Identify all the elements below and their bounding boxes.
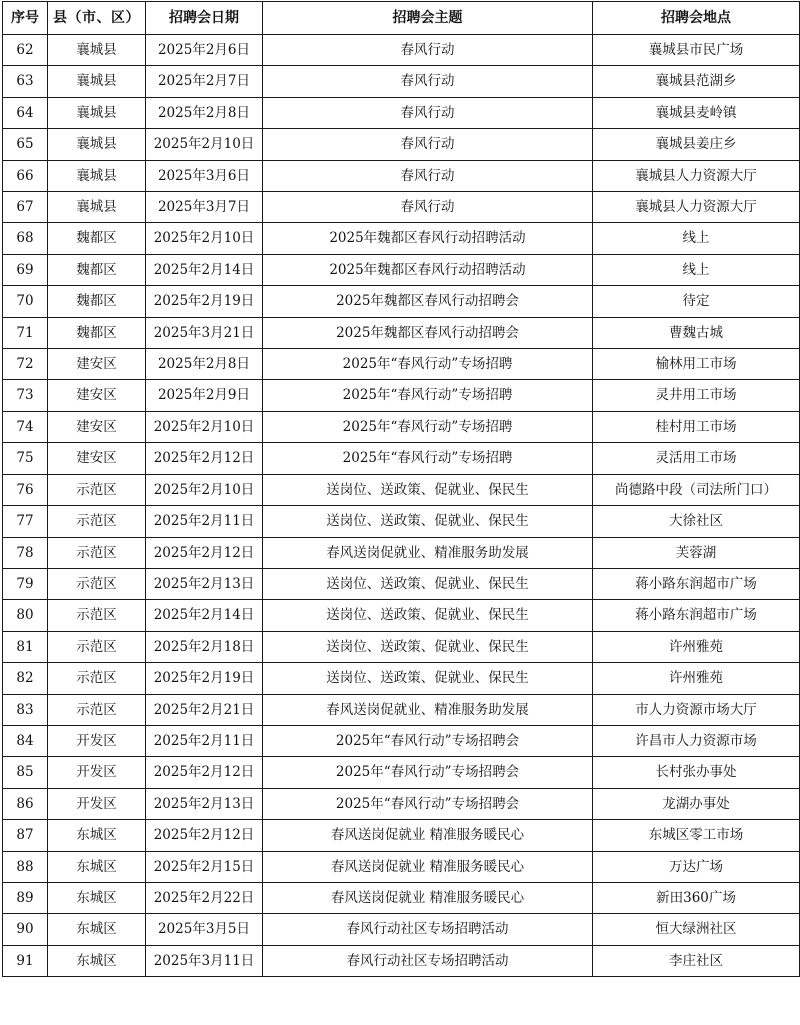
cell-serial-number: 72 xyxy=(3,349,48,380)
cell-theme: 2025年“春风行动”专场招聘 xyxy=(263,443,593,474)
cell-location: 襄城县姜庄乡 xyxy=(593,129,800,160)
cell-location: 万达广场 xyxy=(593,851,800,882)
cell-theme: 2025年魏都区春风行动招聘活动 xyxy=(263,254,593,285)
cell-serial-number: 91 xyxy=(3,945,48,976)
cell-location: 灵活用工市场 xyxy=(593,443,800,474)
cell-location: 蒋小路东润超市广场 xyxy=(593,600,800,631)
cell-location: 李庄社区 xyxy=(593,945,800,976)
cell-serial-number: 83 xyxy=(3,694,48,725)
cell-date: 2025年2月12日 xyxy=(146,757,263,788)
table-row xyxy=(3,66,800,97)
cell-date: 2025年2月12日 xyxy=(146,443,263,474)
cell-date: 2025年3月6日 xyxy=(146,160,263,191)
cell-theme: 春风行动 xyxy=(263,35,593,66)
cell-date: 2025年2月14日 xyxy=(146,254,263,285)
cell-theme: 送岗位、送政策、促就业、保民生 xyxy=(263,631,593,662)
cell-location: 蒋小路东润超市广场 xyxy=(593,568,800,599)
table-row xyxy=(3,788,800,819)
cell-theme: 春风行动社区专场招聘活动 xyxy=(263,914,593,945)
cell-location: 榆林用工市场 xyxy=(593,349,800,380)
cell-serial-number: 66 xyxy=(3,160,48,191)
cell-location: 恒大绿洲社区 xyxy=(593,914,800,945)
cell-county: 襄城县 xyxy=(48,129,146,160)
table-row xyxy=(3,851,800,882)
cell-date: 2025年2月6日 xyxy=(146,35,263,66)
cell-date: 2025年2月12日 xyxy=(146,820,263,851)
cell-date: 2025年2月18日 xyxy=(146,631,263,662)
table-row xyxy=(3,223,800,254)
cell-theme: 2025年魏都区春风行动招聘会 xyxy=(263,317,593,348)
table-row xyxy=(3,506,800,537)
header-serial-number: 序号 xyxy=(3,2,48,35)
cell-serial-number: 67 xyxy=(3,192,48,223)
cell-location: 襄城县人力资源大厅 xyxy=(593,192,800,223)
cell-theme: 2025年“春风行动”专场招聘会 xyxy=(263,788,593,819)
cell-date: 2025年3月7日 xyxy=(146,192,263,223)
cell-location: 大徐社区 xyxy=(593,506,800,537)
cell-date: 2025年2月10日 xyxy=(146,223,263,254)
cell-theme: 2025年“春风行动”专场招聘 xyxy=(263,411,593,442)
cell-theme: 春风送岗促就业、精准服务助发展 xyxy=(263,694,593,725)
table-row xyxy=(3,757,800,788)
cell-serial-number: 85 xyxy=(3,757,48,788)
cell-location: 襄城县人力资源大厅 xyxy=(593,160,800,191)
cell-date: 2025年2月10日 xyxy=(146,411,263,442)
cell-county: 示范区 xyxy=(48,694,146,725)
cell-location: 新田360广场 xyxy=(593,882,800,913)
table-row xyxy=(3,254,800,285)
cell-serial-number: 74 xyxy=(3,411,48,442)
table-row xyxy=(3,474,800,505)
cell-county: 示范区 xyxy=(48,568,146,599)
header-row xyxy=(3,2,800,35)
cell-county: 襄城县 xyxy=(48,35,146,66)
cell-theme: 送岗位、送政策、促就业、保民生 xyxy=(263,474,593,505)
cell-location: 桂村用工市场 xyxy=(593,411,800,442)
cell-county: 东城区 xyxy=(48,914,146,945)
cell-theme: 2025年“春风行动”专场招聘会 xyxy=(263,757,593,788)
table-row xyxy=(3,945,800,976)
table-row xyxy=(3,35,800,66)
cell-serial-number: 79 xyxy=(3,568,48,599)
cell-date: 2025年2月21日 xyxy=(146,694,263,725)
header-county: 县（市、区） xyxy=(48,2,146,35)
cell-county: 东城区 xyxy=(48,851,146,882)
cell-date: 2025年2月8日 xyxy=(146,349,263,380)
cell-serial-number: 76 xyxy=(3,474,48,505)
cell-date: 2025年2月19日 xyxy=(146,663,263,694)
cell-county: 东城区 xyxy=(48,945,146,976)
header-theme: 招聘会主题 xyxy=(263,2,593,35)
table-row xyxy=(3,820,800,851)
table-row xyxy=(3,129,800,160)
cell-date: 2025年2月13日 xyxy=(146,568,263,599)
cell-date: 2025年2月19日 xyxy=(146,286,263,317)
cell-county: 魏都区 xyxy=(48,286,146,317)
cell-serial-number: 78 xyxy=(3,537,48,568)
cell-date: 2025年2月12日 xyxy=(146,537,263,568)
cell-date: 2025年2月9日 xyxy=(146,380,263,411)
cell-serial-number: 73 xyxy=(3,380,48,411)
cell-date: 2025年3月11日 xyxy=(146,945,263,976)
cell-serial-number: 65 xyxy=(3,129,48,160)
cell-theme: 送岗位、送政策、促就业、保民生 xyxy=(263,663,593,694)
cell-serial-number: 68 xyxy=(3,223,48,254)
cell-county: 魏都区 xyxy=(48,317,146,348)
cell-date: 2025年2月11日 xyxy=(146,725,263,756)
cell-serial-number: 75 xyxy=(3,443,48,474)
cell-county: 示范区 xyxy=(48,506,146,537)
cell-location: 龙湖办事处 xyxy=(593,788,800,819)
cell-theme: 春风行动社区专场招聘活动 xyxy=(263,945,593,976)
cell-date: 2025年3月5日 xyxy=(146,914,263,945)
cell-date: 2025年2月10日 xyxy=(146,129,263,160)
cell-county: 建安区 xyxy=(48,411,146,442)
cell-date: 2025年2月22日 xyxy=(146,882,263,913)
cell-county: 开发区 xyxy=(48,725,146,756)
cell-location: 待定 xyxy=(593,286,800,317)
cell-theme: 送岗位、送政策、促就业、保民生 xyxy=(263,506,593,537)
cell-location: 东城区零工市场 xyxy=(593,820,800,851)
cell-theme: 春风行动 xyxy=(263,160,593,191)
cell-location: 芙蓉湖 xyxy=(593,537,800,568)
cell-county: 襄城县 xyxy=(48,97,146,128)
table-row xyxy=(3,568,800,599)
cell-county: 示范区 xyxy=(48,474,146,505)
cell-serial-number: 64 xyxy=(3,97,48,128)
table-row xyxy=(3,160,800,191)
cell-serial-number: 71 xyxy=(3,317,48,348)
table-row xyxy=(3,631,800,662)
cell-location: 尚德路中段（司法所门口） xyxy=(593,474,800,505)
table-row xyxy=(3,380,800,411)
table-row xyxy=(3,694,800,725)
cell-location: 灵井用工市场 xyxy=(593,380,800,411)
header-date: 招聘会日期 xyxy=(146,2,263,35)
cell-theme: 2025年魏都区春风行动招聘活动 xyxy=(263,223,593,254)
cell-serial-number: 69 xyxy=(3,254,48,285)
cell-theme: 春风行动 xyxy=(263,97,593,128)
table-row xyxy=(3,443,800,474)
cell-theme: 春风送岗促就业 精准服务暖民心 xyxy=(263,851,593,882)
cell-theme: 送岗位、送政策、促就业、保民生 xyxy=(263,600,593,631)
cell-location: 许昌市人力资源市场 xyxy=(593,725,800,756)
cell-county: 襄城县 xyxy=(48,192,146,223)
cell-serial-number: 77 xyxy=(3,506,48,537)
cell-location: 长村张办事处 xyxy=(593,757,800,788)
cell-location: 线上 xyxy=(593,254,800,285)
cell-serial-number: 86 xyxy=(3,788,48,819)
cell-serial-number: 84 xyxy=(3,725,48,756)
cell-county: 襄城县 xyxy=(48,160,146,191)
cell-date: 2025年2月10日 xyxy=(146,474,263,505)
cell-location: 曹魏古城 xyxy=(593,317,800,348)
cell-theme: 春风行动 xyxy=(263,66,593,97)
cell-theme: 2025年魏都区春风行动招聘会 xyxy=(263,286,593,317)
table-row xyxy=(3,411,800,442)
cell-county: 建安区 xyxy=(48,349,146,380)
table-row xyxy=(3,537,800,568)
cell-county: 开发区 xyxy=(48,788,146,819)
cell-county: 魏都区 xyxy=(48,254,146,285)
cell-county: 建安区 xyxy=(48,380,146,411)
cell-county: 东城区 xyxy=(48,820,146,851)
cell-county: 示范区 xyxy=(48,631,146,662)
cell-theme: 2025年“春风行动”专场招聘 xyxy=(263,349,593,380)
cell-date: 2025年2月8日 xyxy=(146,97,263,128)
cell-location: 市人力资源市场大厅 xyxy=(593,694,800,725)
cell-county: 示范区 xyxy=(48,663,146,694)
cell-date: 2025年3月21日 xyxy=(146,317,263,348)
table-row xyxy=(3,882,800,913)
header-location: 招聘会地点 xyxy=(593,2,800,35)
cell-date: 2025年2月7日 xyxy=(146,66,263,97)
table-row xyxy=(3,914,800,945)
table-row xyxy=(3,286,800,317)
cell-location: 襄城县市民广场 xyxy=(593,35,800,66)
table-row xyxy=(3,349,800,380)
cell-county: 示范区 xyxy=(48,537,146,568)
cell-serial-number: 63 xyxy=(3,66,48,97)
cell-date: 2025年2月13日 xyxy=(146,788,263,819)
cell-theme: 春风送岗促就业 精准服务暖民心 xyxy=(263,820,593,851)
cell-date: 2025年2月11日 xyxy=(146,506,263,537)
table-row xyxy=(3,192,800,223)
cell-county: 建安区 xyxy=(48,443,146,474)
cell-serial-number: 62 xyxy=(3,35,48,66)
cell-serial-number: 89 xyxy=(3,882,48,913)
cell-serial-number: 80 xyxy=(3,600,48,631)
job-fair-table xyxy=(2,1,800,977)
cell-theme: 春风行动 xyxy=(263,129,593,160)
cell-theme: 春风行动 xyxy=(263,192,593,223)
cell-theme: 送岗位、送政策、促就业、保民生 xyxy=(263,568,593,599)
cell-location: 许州雅苑 xyxy=(593,631,800,662)
cell-serial-number: 88 xyxy=(3,851,48,882)
table-row xyxy=(3,600,800,631)
table-row xyxy=(3,317,800,348)
cell-theme: 春风送岗促就业 精准服务暖民心 xyxy=(263,882,593,913)
table-body xyxy=(3,35,800,977)
cell-location: 襄城县麦岭镇 xyxy=(593,97,800,128)
cell-serial-number: 82 xyxy=(3,663,48,694)
cell-location: 襄城县范湖乡 xyxy=(593,66,800,97)
table-header xyxy=(3,2,800,35)
cell-county: 示范区 xyxy=(48,600,146,631)
cell-county: 开发区 xyxy=(48,757,146,788)
cell-county: 东城区 xyxy=(48,882,146,913)
cell-theme: 2025年“春风行动”专场招聘 xyxy=(263,380,593,411)
table-row xyxy=(3,97,800,128)
cell-date: 2025年2月15日 xyxy=(146,851,263,882)
cell-location: 许州雅苑 xyxy=(593,663,800,694)
cell-date: 2025年2月14日 xyxy=(146,600,263,631)
cell-theme: 2025年“春风行动”专场招聘会 xyxy=(263,725,593,756)
cell-location: 线上 xyxy=(593,223,800,254)
cell-county: 魏都区 xyxy=(48,223,146,254)
cell-serial-number: 90 xyxy=(3,914,48,945)
cell-county: 襄城县 xyxy=(48,66,146,97)
table-row xyxy=(3,725,800,756)
cell-serial-number: 70 xyxy=(3,286,48,317)
cell-serial-number: 81 xyxy=(3,631,48,662)
cell-serial-number: 87 xyxy=(3,820,48,851)
table-row xyxy=(3,663,800,694)
cell-theme: 春风送岗促就业、精准服务助发展 xyxy=(263,537,593,568)
